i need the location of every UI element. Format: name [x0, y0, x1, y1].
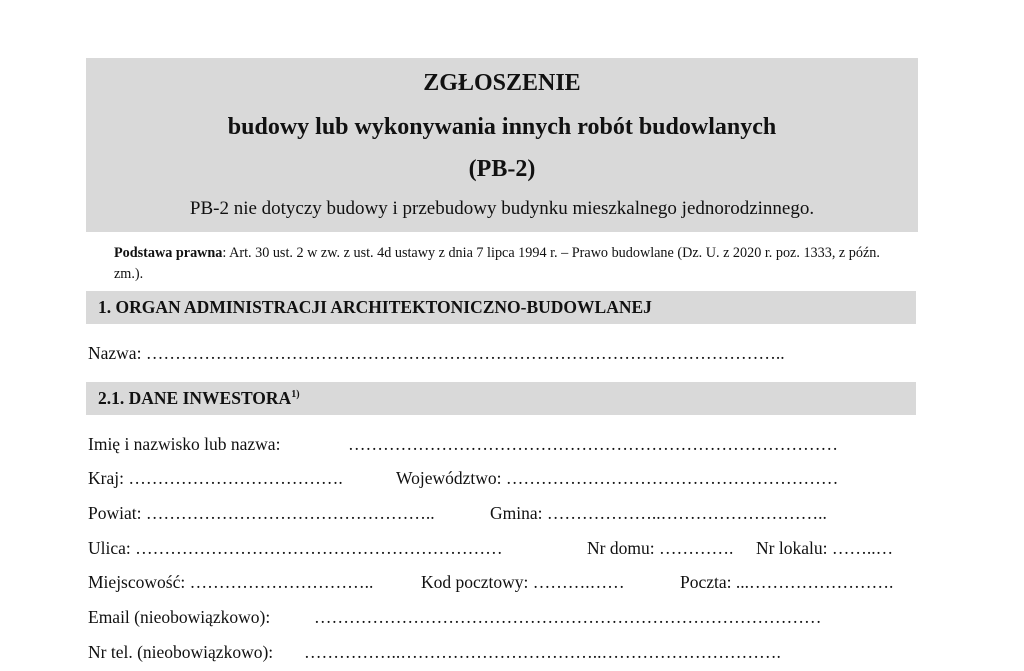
email-field[interactable]: …………………………………………………………………………… — [314, 607, 822, 627]
email-label: Email (nieobowiązkowo): — [88, 607, 271, 627]
section-2-1-title-wrap — [98, 388, 300, 409]
flat-number-field[interactable]: Nr lokalu: ……..… — [756, 538, 894, 558]
investor-name-field[interactable]: ………………………………………………………………………… — [348, 434, 838, 454]
phone-label: Nr tel. (nieobowiązkowo): — [88, 642, 274, 662]
form-code: (PB-2) — [468, 156, 536, 182]
country-field[interactable]: Kraj: ………………………………. — [88, 468, 343, 488]
phone-field[interactable]: ……………..……………………………..…………………………. — [304, 642, 781, 662]
section-2-1-header — [86, 382, 916, 415]
commune-field[interactable]: Gmina: ………………..……………………….. — [490, 503, 827, 523]
legal-basis — [114, 243, 904, 285]
house-number-field[interactable]: Nr domu: …………. — [587, 538, 734, 558]
form-title: ZGŁOSZENIE — [423, 70, 581, 96]
form-scope-note: PB-2 nie dotyczy budowy i przebudowy budynku mieszkalnego jednorodzinnego. — [189, 198, 815, 219]
section-1-title: 1. ORGAN ADMINISTRACJI ARCHITEKTONICZNO-BUDOWLANEJ — [98, 297, 652, 317]
authority-name-label: Nazwa: ……………………………………………………………………………………………….. — [88, 343, 785, 363]
postal-code-field[interactable]: Kod pocztowy: ……….…… — [421, 572, 625, 592]
legal-basis-label: Podstawa prawna — [114, 245, 223, 261]
legal-basis-text: : Art. 30 ust. 2 w zw. z ust. 4d ustawy z dnia 7 lipca 1994 r. – Prawo budowlane (Dz. U. z 2020 r. poz. 1333, z późn. zm.). — [114, 245, 880, 282]
street-field[interactable]: Ulica: ……………………………………………………… — [88, 538, 503, 558]
county-field[interactable]: Powiat: ………………………………………….. — [88, 503, 435, 523]
investor-name-label: Imię i nazwisko lub nazwa: — [88, 434, 281, 454]
section-2-1-title: 2.1. DANE INWESTORA — [98, 388, 292, 408]
section-1-header — [86, 291, 916, 324]
voivodeship-field[interactable]: Województwo: ………………………………………………… — [396, 468, 839, 488]
form-header — [86, 58, 918, 232]
form-subtitle: budowy lub wykonywania innych robót budowlanych — [227, 114, 777, 140]
post-office-field[interactable]: Poczta: ...……………………. — [680, 572, 894, 592]
footnote-marker: 1) — [291, 389, 300, 401]
city-field[interactable]: Miejscowość: ………………………….. — [88, 572, 374, 592]
